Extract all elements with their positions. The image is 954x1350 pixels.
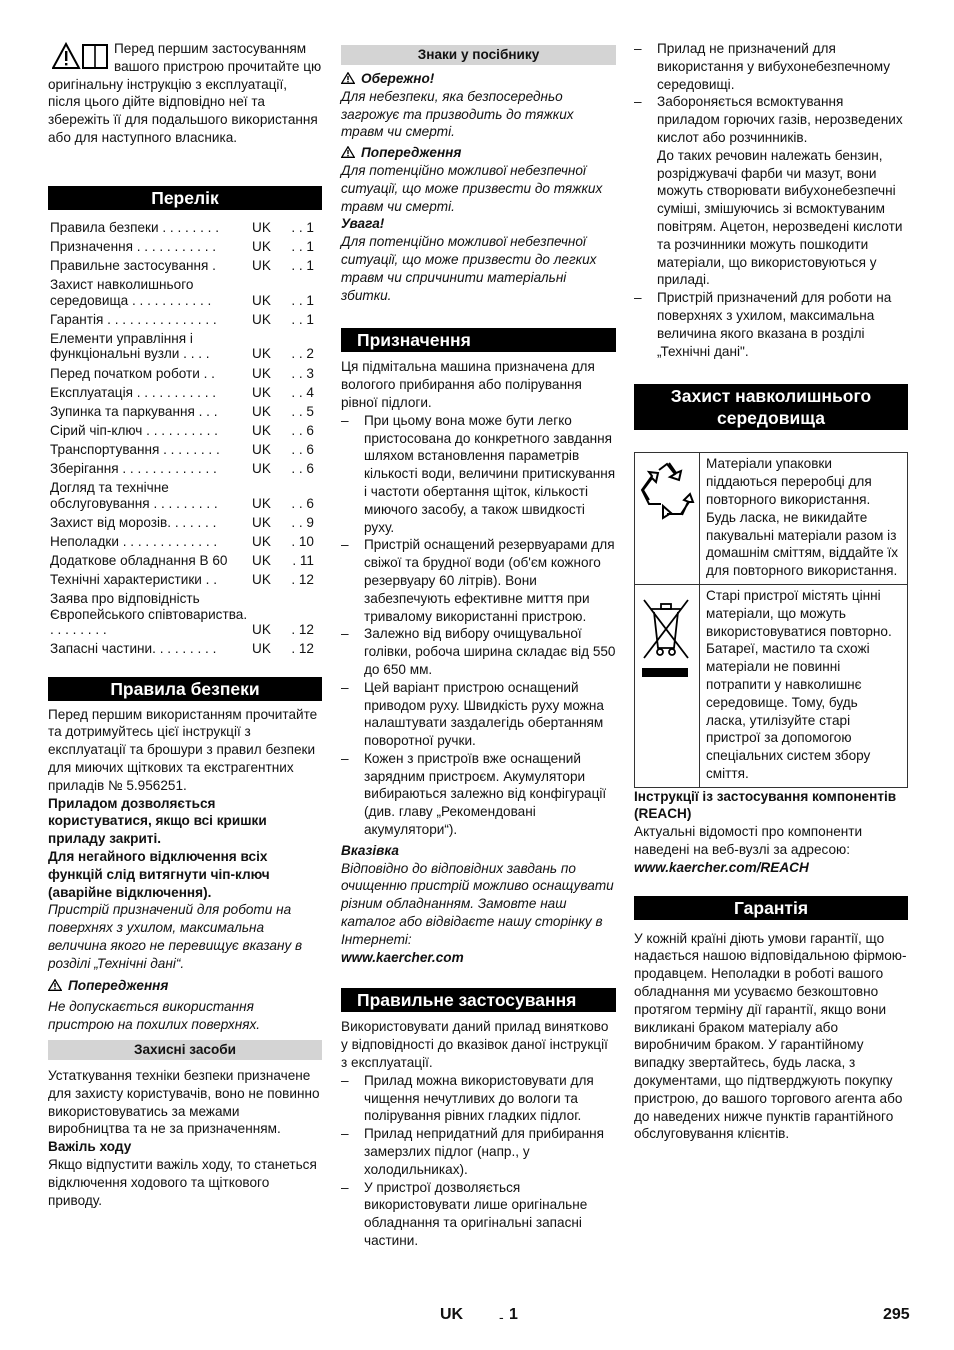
toc-entry-lang: UK bbox=[252, 514, 271, 530]
safety-slope-note: Пристрій призначений для роботи на поверхнях з ухилом, максимальна величина якого не перевищує вказану в розділі „Технічні дані“. bbox=[48, 902, 303, 971]
toc-entry-lang: UK bbox=[252, 403, 271, 419]
toc-row[interactable] bbox=[50, 568, 320, 587]
toc-row[interactable] bbox=[50, 638, 320, 657]
toc-entry-page: . 12 bbox=[291, 641, 314, 657]
toc-table bbox=[50, 220, 320, 657]
toc-entry-page: . . 6 bbox=[291, 441, 314, 457]
note-text: Відповідно до відповідних завдань по очищенню пристрій можливо оснащувати різним обладнанням. Замовте наш каталог або відвідаєте нашу сторінку в Інтернеті: bbox=[341, 860, 614, 947]
toc-entry-page: . 12 bbox=[291, 572, 314, 587]
list-item bbox=[341, 750, 616, 839]
footer-page-local: 1 bbox=[509, 1306, 518, 1323]
toc-entry-page: . . 6 bbox=[291, 461, 314, 477]
list-item bbox=[341, 536, 616, 625]
toc-entry-title: Додаткове обладнання B 60 bbox=[50, 552, 228, 568]
toc-row[interactable] bbox=[50, 588, 320, 638]
caution-label: Увага! bbox=[341, 216, 385, 232]
toc-row[interactable] bbox=[50, 255, 320, 274]
toc-entry-title: Правильне застосування . bbox=[50, 258, 216, 274]
recycle-cell bbox=[635, 453, 700, 585]
toc-entry-lang: UK bbox=[252, 572, 271, 587]
toc-entry-page: . . 1 bbox=[291, 258, 314, 274]
caution-text: Для потенційно можливої небезпечної ситуації, що може призвести до легких травм чи спричинити матеріальні збитки. bbox=[341, 234, 597, 303]
toc-entry-title: Технічні характеристики . . bbox=[50, 572, 217, 587]
protective-text: Устаткування техніки безпеки призначене для захисту користувачів, воно не повинно використовуватись за межами виробництва та не за призначенням. bbox=[48, 1068, 320, 1137]
toc-row[interactable] bbox=[50, 236, 320, 255]
list-item-text: У пристрої дозволяється використовувати лише оригінальне обладнання та оригінальні запасні частини. bbox=[364, 1179, 588, 1249]
column-right bbox=[634, 40, 908, 1143]
toc-entry-page: . 11 bbox=[292, 552, 314, 568]
toc-entry-lang: UK bbox=[252, 239, 271, 255]
toc-entry-title: Експлуатація . . . . . . . . . . . bbox=[50, 384, 217, 400]
toc-entry-lang: UK bbox=[252, 533, 271, 549]
weee-cell bbox=[635, 584, 700, 787]
toc-entry-page: . . 6 bbox=[291, 422, 314, 438]
list-item-text: Прилад непридатний для прибирання замерзлих підлог (напр., у холодильниках). bbox=[364, 1126, 604, 1177]
solvents-note: До таких речовин належать бензин, розріджувачі фарби чи мазут, вони можуть створювати вибухонебезпечні суміші, змішуючись зі всмоктуваним повітрям. Ацетон, нерозведені кислоти та розчинники можуть пошкодити матеріали, що використовуються у приладі. bbox=[657, 147, 903, 288]
toc-entry-lang: UK bbox=[252, 622, 271, 638]
toc-row[interactable] bbox=[50, 308, 320, 327]
toc-entry-page: . . 4 bbox=[291, 384, 314, 400]
proper-use-heading: Правильне застосування bbox=[341, 988, 616, 1012]
list-item-text: Залежно від вибору очищувальної голівки, робоча ширина складає від 550 до 650 мм. bbox=[364, 626, 616, 677]
note-link[interactable]: www.kaercher.com bbox=[341, 949, 464, 965]
toc-entry-page: . . 6 bbox=[291, 495, 314, 511]
toc-row[interactable] bbox=[50, 511, 320, 530]
toc-row[interactable] bbox=[50, 419, 320, 438]
warranty-heading: Гарантія bbox=[634, 896, 908, 920]
danger-text: Для небезпеки, яка безпосередньо загрожує та призводить до тяжких травм чи смерті. bbox=[341, 88, 574, 140]
column-middle bbox=[341, 45, 616, 1250]
list-item-text: Прилад можна використовувати для чищення нечутливих до вологи та полірування рівних гладких підлог. bbox=[364, 1072, 594, 1124]
toc-entry-lang: UK bbox=[252, 441, 271, 457]
toc-row[interactable] bbox=[50, 477, 320, 512]
footer-lang: UK bbox=[440, 1306, 464, 1323]
toc-entry-title: Гарантія . . . . . . . . . . . . . . . bbox=[50, 311, 217, 327]
toc-row[interactable] bbox=[50, 530, 320, 549]
toc-row[interactable] bbox=[50, 549, 320, 568]
toc-entry-title: Зберігання . . . . . . . . . . . . . bbox=[50, 461, 217, 477]
toc-entry-title: Правила безпеки . . . . . . . . bbox=[50, 220, 219, 235]
toc-heading: Перелік bbox=[48, 186, 322, 210]
lever-text: Якщо відпустити важіль ходу, то станеться відключення ходового та щіткового приводу. bbox=[48, 1157, 317, 1208]
toc-entry-page: . . 9 bbox=[291, 514, 314, 530]
crossed-bin-icon bbox=[636, 592, 696, 682]
toc-entry-lang: UK bbox=[252, 384, 271, 400]
safety-emergency-note: Для негайного відключення всіх функцій слід витягнути чіп-ключ (аварійне відключення). bbox=[48, 849, 270, 900]
warning-icon bbox=[341, 146, 355, 158]
toc-entry-page: . 12 bbox=[291, 622, 314, 638]
safety-warning-text: Не допускається використання пристрою на похилих поверхнях. bbox=[48, 999, 261, 1033]
toc-row[interactable] bbox=[50, 438, 320, 457]
toc-entry-title: Перед початком роботи . . bbox=[50, 365, 215, 381]
warning-label: Попередження bbox=[341, 144, 616, 162]
toc-entry-page: . 10 bbox=[291, 533, 314, 549]
toc-entry-title: Захист від морозів. . . . . . . bbox=[50, 514, 217, 530]
danger-label: Обережно! bbox=[341, 70, 616, 88]
toc-entry-page: . . 1 bbox=[291, 239, 314, 255]
protective-heading: Захисні засоби bbox=[48, 1040, 322, 1060]
toc-entry-lang: UK bbox=[252, 311, 271, 327]
toc-entry-page: . . 3 bbox=[291, 365, 314, 381]
list-item bbox=[341, 625, 616, 678]
toc-entry-lang: UK bbox=[252, 346, 271, 362]
proper-use-intro: Використовувати даний прилад винятково у відповідності до вказівок даної інструкції з експлуатації. bbox=[341, 1019, 609, 1071]
toc-entry-title: Транспортування . . . . . . . . bbox=[50, 441, 220, 457]
list-item: – Прилад не призначений для використання у вибухонебезпечному середовищі. bbox=[634, 40, 908, 93]
toc-entry-title: Догляд та технічне обслуговування . . . . . . . . . bbox=[50, 480, 218, 511]
list-item-text: Пристрій оснащений резервуарами для свіжої та брудної води (об'єм кожного резервуару 60 літрів). Вони забезпечують ефективне миття при тривалому використанні пристрою. bbox=[364, 537, 615, 624]
toc-entry-page: . . 2 bbox=[291, 346, 314, 362]
toc-entry-title: Захист навколишнього середовища . . . . . . . . . . . bbox=[50, 277, 212, 308]
list-item bbox=[341, 412, 616, 537]
signs-heading: Знаки у посібнику bbox=[341, 45, 616, 65]
purpose-list bbox=[341, 412, 616, 839]
toc-entry-lang: UK bbox=[252, 461, 271, 477]
toc-entry-title: Запасні частини. . . . . . . . . bbox=[50, 641, 217, 657]
safety-warning-label: Попередження bbox=[48, 977, 322, 995]
intro-text: Перед першим застосуванням вашого пристрою прочитайте цю оригінальну інструкцію з експлуатації, після цього дійте відповідно неї та збережіть її для подальшого використання або для наступного власника. bbox=[48, 41, 322, 145]
toc-row[interactable] bbox=[50, 457, 320, 476]
recycle-text: Матеріали упаковки піддаються переробці для повторного використання. Будь ласка, не викидайте пакувальні матеріали разом із домашнім сміттям, віддайте їх для повторного використання. bbox=[700, 453, 908, 585]
toc-entry-page: . . 5 bbox=[291, 403, 314, 419]
toc-entry-title: Призначення . . . . . . . . . . . bbox=[50, 239, 217, 255]
toc-entry-lang: UK bbox=[252, 422, 271, 438]
list-item bbox=[341, 1179, 616, 1250]
toc-entry-lang: UK bbox=[252, 292, 271, 308]
list-item-text: При цьому вона може бути легко пристосована до конкретного завдання шляхом встановлення параметрів кількості води, величини притискування і частоти обертання щіток, кількості миючого засобу, а також швидкості руху. bbox=[364, 412, 616, 535]
reach-title: Інструкції із застосування компонентів (REACH) bbox=[634, 788, 897, 822]
toc-entry-lang: UK bbox=[252, 641, 271, 657]
list-item-text: Кожен з пристроїв вже оснащений зарядним пристроєм. Акумулятори вибираються залежно від конфігурації (див. главу „Рекомендовані акумулятори“). bbox=[364, 750, 607, 838]
toc-row[interactable] bbox=[50, 327, 320, 362]
toc-entry-lang: UK bbox=[252, 220, 271, 235]
danger-icon bbox=[341, 72, 355, 84]
warning-icon bbox=[48, 979, 62, 991]
toc-row[interactable] bbox=[50, 220, 320, 236]
toc-entry-title: Елементи управління і функціональні вузли . . . . bbox=[50, 330, 210, 362]
intro-block bbox=[48, 40, 322, 164]
lever-title: Важіль ходу bbox=[48, 1139, 132, 1155]
weee-text: Старі пристрої містять цінні матеріали, що можуть використовуватися повторно. Батареї, мастило та схожі матеріали не повинні потрапити у навколишнє середовище. Тому, будь ласка, утилізуйте старі пристрої за допомогою спеціальних систем збору сміття. bbox=[700, 584, 908, 787]
toc-entry-page: . . 1 bbox=[291, 220, 314, 235]
safety-paragraph: Перед першим використанням прочитайте та дотримуйтесь цієї інструкції з експлуатації та брошури з правил безпеки для миючих щіткових та екстрагентних приладів № 5.956251. bbox=[48, 706, 318, 793]
purpose-intro: Ця підмітальна машина призначена для вологого прибирання або полірування рівної підлоги. bbox=[341, 359, 595, 410]
warning-text: Для потенційно можливої небезпечної ситуації, що може призвести до тяжких травм чи смерті. bbox=[341, 162, 603, 214]
list-item-text: Цей варіант пристрою оснащений приводом руху. Швидкість руху можна налаштувати заздалегідь обертанням поворотної ручки. bbox=[364, 679, 604, 749]
reach-text: Актуальні відомості про компоненти наведені на веб-вузлі за адресою: bbox=[634, 824, 863, 858]
toc-entry-page: . . 1 bbox=[291, 311, 314, 327]
recycle-icon bbox=[637, 460, 697, 520]
list-item: – Забороняється всмоктування приладом горючих газів, нерозведених кислот або розчинників. bbox=[634, 93, 908, 146]
purpose-heading: Призначення bbox=[341, 328, 616, 352]
safety-covers-note: Приладом дозволяється користуватися, якщо всі кришки приладу закриті. bbox=[48, 795, 267, 847]
list-item bbox=[341, 1072, 616, 1125]
safety-heading: Правила безпеки bbox=[48, 677, 322, 701]
environment-table bbox=[634, 452, 908, 787]
toc-row[interactable] bbox=[50, 400, 320, 419]
list-item: – Пристрій призначений для роботи на поверхнях з ухилом, максимальна величина якого вказана в розділі „Технічні дані". bbox=[634, 289, 908, 360]
proper-use-list bbox=[341, 1072, 616, 1250]
footer-page-number: 295 bbox=[883, 1306, 910, 1323]
list-item bbox=[341, 679, 616, 750]
warranty-text: У кожній країні діють умови гарантії, що надається нашою відповідальною фірмою-продавцем. Неполадки в роботі вашого обладнання ми усуваємо безкоштовно протягом терміну дії гарантії, якщо вони викликані браком матеріалу або виробничим браком. У гарантійному випадку звертайтесь, будь ласка, з документами, що підтверджують покупку пристрою, до вашого торгового агента або до наведених нижче пунктів гарантійного обслуговування клієнтів. bbox=[634, 930, 907, 1142]
toc-entry-lang: UK bbox=[252, 495, 271, 511]
footer-page-prefix: - bbox=[499, 1309, 504, 1325]
environment-heading: Захист навколишнього середовища bbox=[634, 384, 908, 430]
toc-entry-title: Сірий чіп-ключ . . . . . . . . . . bbox=[50, 422, 218, 438]
note-label: Вказівка bbox=[341, 842, 399, 858]
toc-entry-title: Зупинка та паркування . . . bbox=[50, 403, 218, 419]
toc-entry-lang: UK bbox=[252, 365, 271, 381]
toc-entry-title: Неполадки . . . . . . . . . . . . . bbox=[50, 533, 218, 549]
toc-entry-page: . . 1 bbox=[291, 292, 314, 308]
toc-row[interactable] bbox=[50, 362, 320, 381]
reach-link[interactable]: www.kaercher.com/REACH bbox=[634, 859, 809, 875]
toc-entry-title: Заява про відповідність Європейського співтовариства. . . . . . . . . bbox=[50, 591, 248, 638]
column-left bbox=[48, 40, 322, 1209]
toc-row[interactable] bbox=[50, 274, 320, 309]
toc-row[interactable] bbox=[50, 381, 320, 400]
list-item bbox=[341, 1125, 616, 1178]
toc-entry-lang: UK bbox=[252, 552, 271, 568]
toc-entry-lang: UK bbox=[252, 258, 271, 274]
